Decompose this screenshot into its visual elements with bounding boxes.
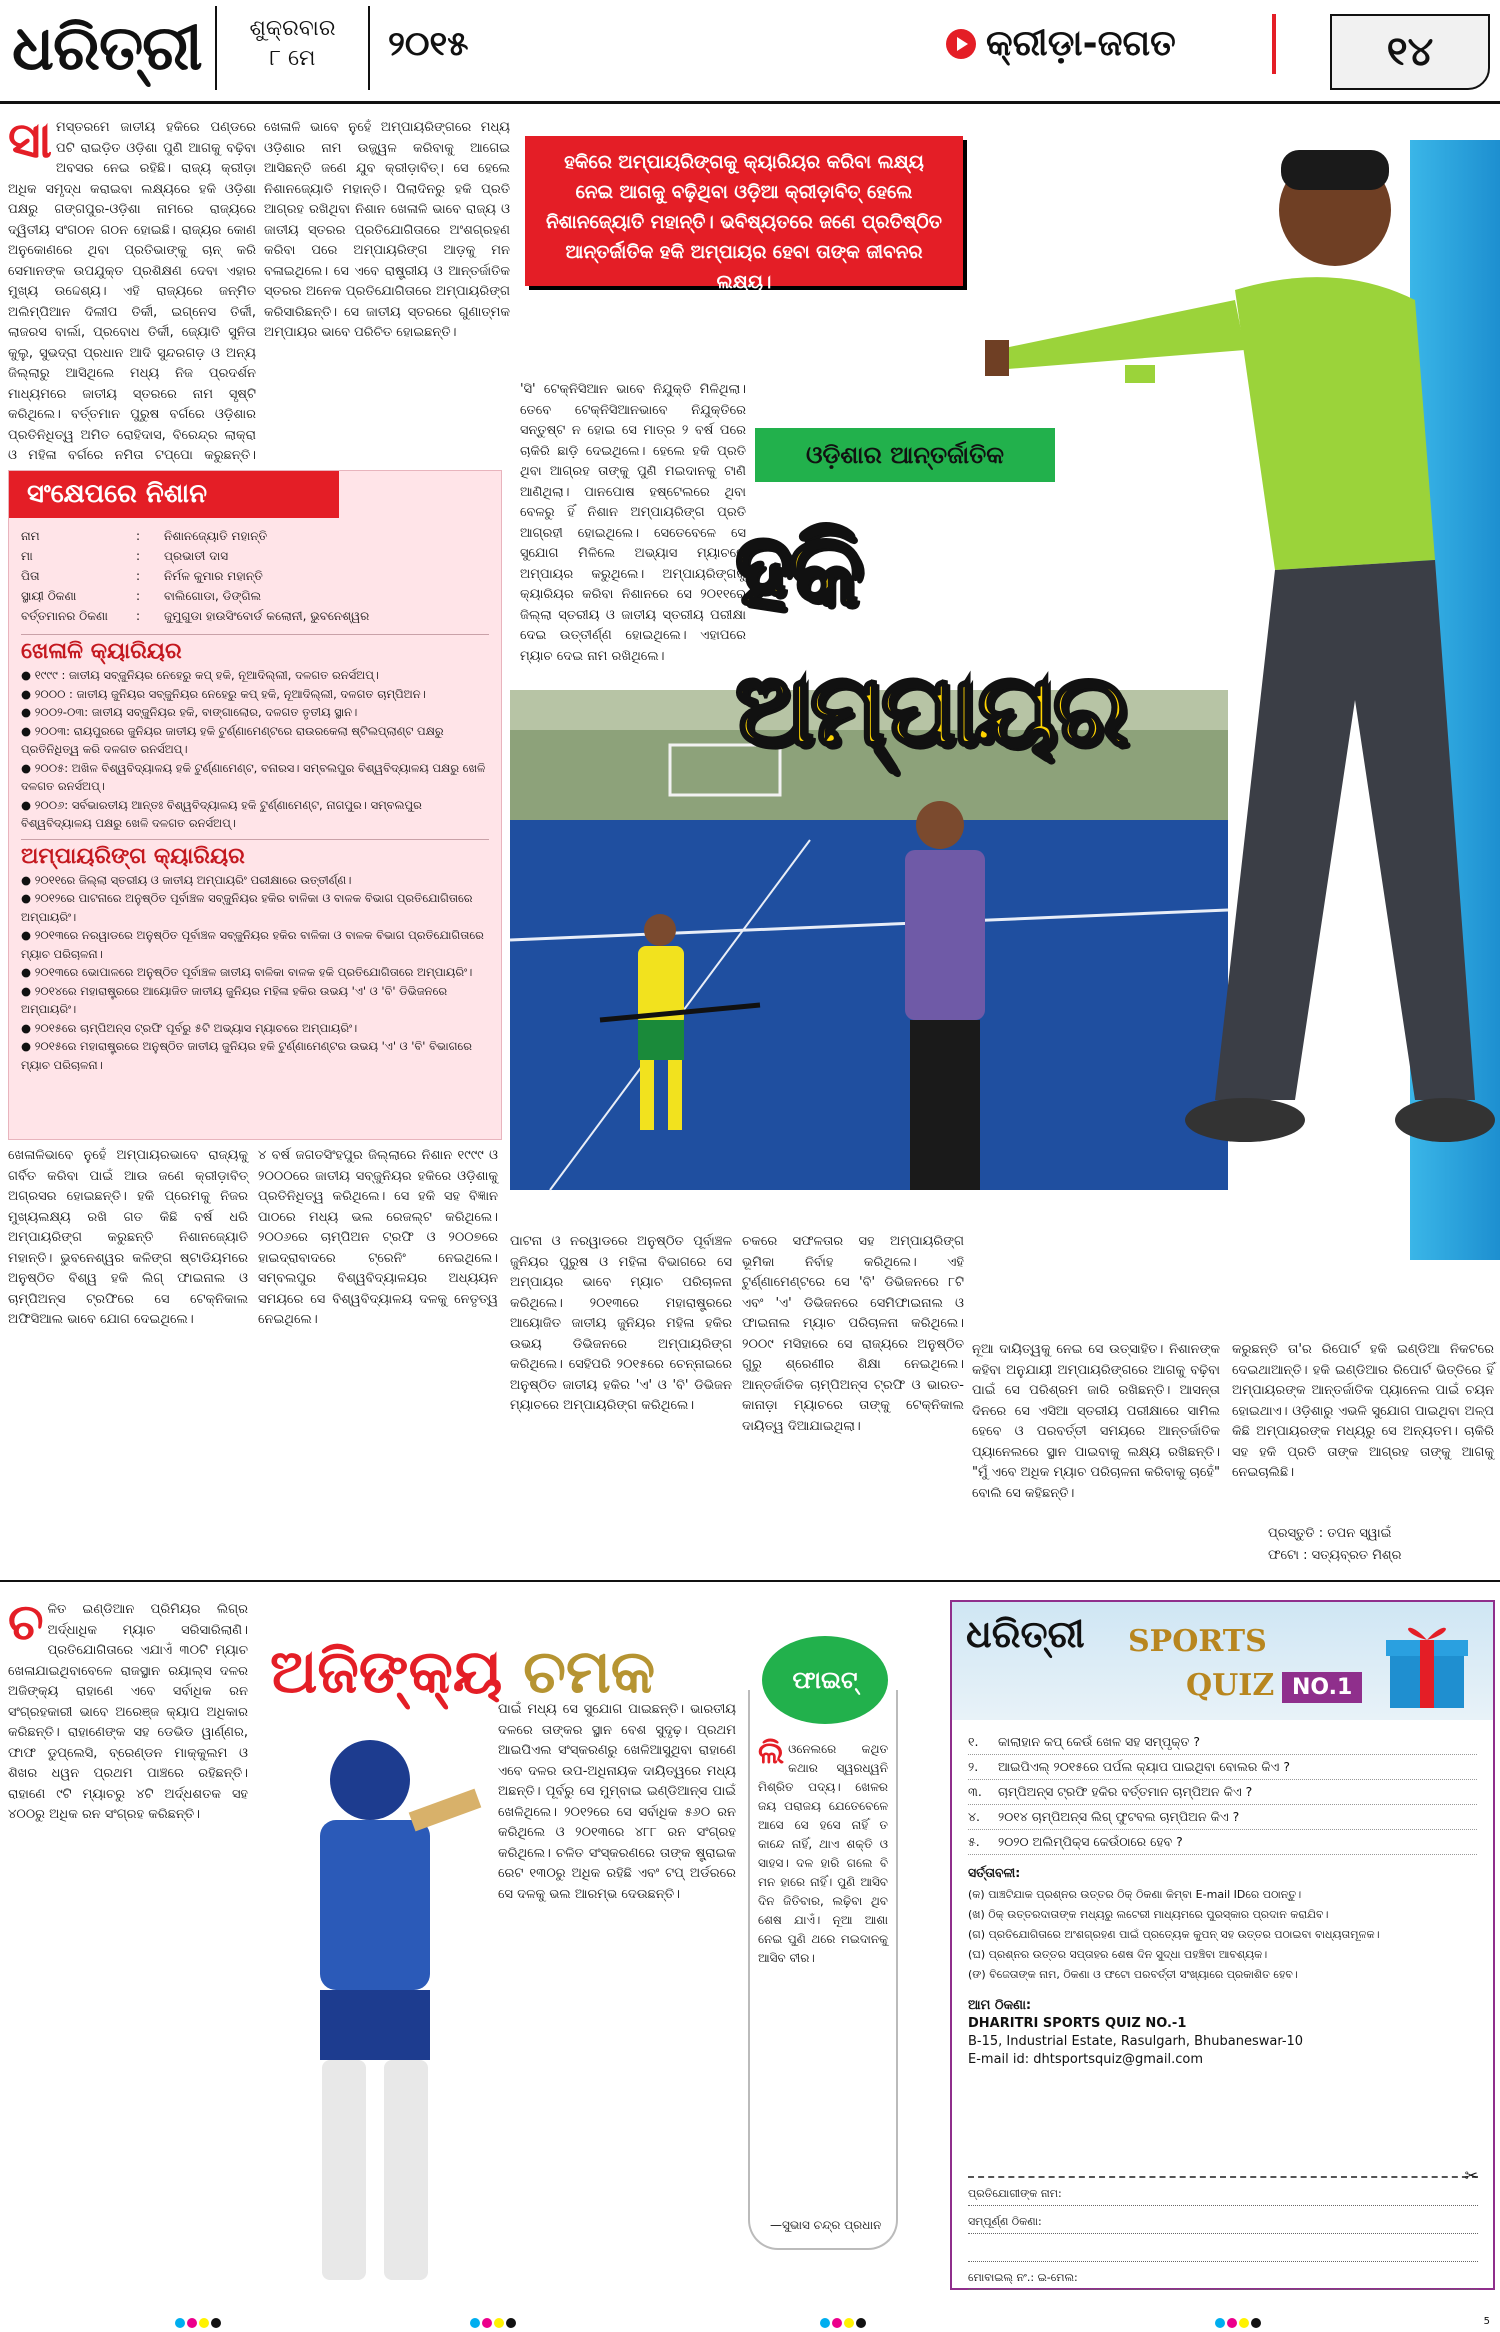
- coupon-name-field[interactable]: ପ୍ରତିଯୋଗୀଙ୍କ ନାମ:: [968, 2182, 1478, 2206]
- article-column-3: [520, 380, 746, 680]
- profile-row: ସ୍ଥାୟୀ ଠିକଣା : ବାଲିଗୋଡା, ଡିଙ୍ଗିଲ: [21, 586, 489, 606]
- quiz-question: [968, 1730, 1477, 1755]
- article-text: କରୁଛନ୍ତି ତା'ର ରିପୋର୍ଟ ହକି ଇଣ୍ଡିଆ ନିକଟରେ ଦେଇଥାଆନ୍ତି। ହକି ଇଣ୍ଡିଆର ରିପୋର୍ଟ ଭିତ୍ତିରେ ହିଁ ଅମ୍ପାୟରଙ୍କ ଆନ୍ତର୍ଜାତିକ ପ୍ୟାନେଲ ପାଇଁ ଚୟନ ହୋଇଥାଏ। ଓଡ଼ିଶାରୁ ଏଭଳି ସୁଯୋଗ ପାଇଥିବା ଅଳ୍ପ କିଛି ଅମ୍ପାୟରଙ୍କ ମଧ୍ୟରୁ ସେ ଅନ୍ୟତମ। ଚାକିରି ସହ ହକି ପ୍ରତି ତାଙ୍କ ଆଗ୍ରହ ତାଙ୍କୁ ଆଗକୁ ନେଇଚାଲିଛି।: [1232, 1342, 1494, 1480]
- drop-cap: ଲି: [758, 1736, 785, 1771]
- profile-key: ପିତା: [21, 569, 40, 583]
- quiz-question: [968, 1780, 1477, 1805]
- list-item: ● ୨୦୧୩ରେ ନରୱାଡରେ ଅନୁଷ୍ଠିତ ପୂର୍ବାଞ୍ଚଳ ସବ୍ଜୁନିୟର ହକିର ବାଳିକା ଓ ବାଳକ ବିଭାଗ ପ୍ରତିଯୋଗିତାରେ ମ୍ୟାଚ ପରିଚାଳନା।: [21, 928, 484, 961]
- date-block: [215, 6, 370, 90]
- profile-value: ବାଲିଗୋଡା, ଡିଙ୍ଗିଲ: [164, 589, 262, 603]
- profile-table: [21, 526, 489, 626]
- rule-item: (ଘ) ପ୍ରଶ୍ନର ଉତ୍ତର ସପ୍ତାହର ଶେଷ ଦିନ ସୁଦ୍ଧା ପହଞ୍ଚିବା ଆବଶ୍ୟକ।: [968, 1948, 1268, 1961]
- profile-key: ନାମ: [21, 529, 40, 543]
- question-number: ୫.: [968, 1834, 980, 1849]
- address-line: B-15, Industrial Estate, Rasulgarh, Bhubaneswar-10: [968, 2034, 1304, 2049]
- weekday: ଶୁକ୍ରବାର: [249, 16, 336, 41]
- photo-credit: ଫଟୋ : ସତ୍ୟବ୍ରତ ମିଶ୍ର: [1268, 1548, 1402, 1563]
- list-item: ● ୨୦୦୨-୦୩: ଜାତୀୟ ସବ୍ଜୁନିୟର ହକି, ବାଙ୍ଗାଲୋର, ଦଳଗତ ତୃତୀୟ ସ୍ଥାନ।: [21, 705, 358, 719]
- fight-badge: ଫାଇଟ୍: [762, 1636, 888, 1724]
- drop-cap: ସା: [8, 111, 52, 169]
- quiz-question: [968, 1755, 1477, 1780]
- color-register-mark: [1215, 2318, 1261, 2330]
- article-column-2: [264, 118, 510, 458]
- address-email[interactable]: E-mail id: dhtsportsquiz@gmail.com: [968, 2052, 1203, 2067]
- drop-cap: ଚ: [8, 1593, 44, 1651]
- address-name: DHARITRI SPORTS QUIZ NO.-1: [968, 2016, 1187, 2031]
- profile-value: ନିଶାନଜ୍ୟୋତି ମହାନ୍ତି: [164, 529, 268, 543]
- article-text: ଓନେଲରେ କଥିତ କଥାର ସ୍ୱରଧ୍ୱନି ମିଶ୍ରିତ ପଦ୍ୟ। ଖେଳର ଜୟ ପରାଜୟ ଯେତେବେଳେ ଆସେ ସେ ହସେ ନାହିଁ ତ କାନ୍ଦେ ନାହିଁ, ଥାଏ ଶକ୍ତି ଓ ସାହସ। ଦଳ ହାରି ଗଲେ ବି ମନ ହାରେ ନାହିଁ। ପୁଣି ଆସିବ ଦିନ ଜିତିବାର, ଲଢ଼ିବା ଥିବ ଶେଷ ଯାଏଁ। ନୂଆ ଆଶା ନେଇ ପୁଣି ଥରେ ମଇଦାନକୁ ଆସିବ ବୀର।: [758, 1742, 888, 1965]
- list-item: ● ୨୦୧୪ରେ ମହାରାଷ୍ଟ୍ରରେ ଆୟୋଜିତ ଜାତୀୟ ଜୁନିୟର ମହିଳା ହକିର ଉଭୟ 'ଏ' ଓ 'ବି' ଡିଭିଜନରେ ଅମ୍ପାୟରିଂ।: [21, 983, 448, 1016]
- question-number: ୧.: [968, 1734, 979, 1749]
- quiz-header: [952, 1602, 1493, 1720]
- year: ୨୦୧୫: [388, 24, 469, 64]
- question-number: ୩.: [968, 1784, 982, 1799]
- list-item: ● ୨୦୧୫ରେ ମହାରାଷ୍ଟ୍ରରେ ଅନୁଷ୍ଠିତ ଜାତୀୟ ଜୁନିୟର ହକି ଟୁର୍ଣ୍ଣାମେଣ୍ଟର ଉଭୟ 'ଏ' ଓ 'ବି' ବିଭାଗରେ ମ୍ୟାଚ ପରିଚାଳନା।: [21, 1039, 472, 1072]
- quiz-logo: ଧରିତ୍ରୀ: [966, 1612, 1085, 1656]
- player-career-heading: ଖେଳାଳି କ୍ୟାରିୟର: [21, 634, 489, 664]
- cricketer-photo[interactable]: [260, 1720, 490, 2295]
- quiz-question: [968, 1805, 1477, 1830]
- list-item: ● ୨୦୧୩ରେ ଭୋପାଳରେ ଅନୁଷ୍ଠିତ ପୂର୍ବାଞ୍ଚଳ ଜାତୀୟ ବାଳିକା ବାଳକ ହକି ପ୍ରତିଯୋଗିତାରେ ଅମ୍ପାୟରିଂ।: [21, 965, 473, 979]
- infobox-heading: ସଂକ୍ଷେପରେ ନିଶାନ: [9, 471, 339, 518]
- article-column-6: [510, 1232, 732, 1562]
- rules-heading: ସର୍ତ୍ତାବଳୀ:: [968, 1865, 1021, 1880]
- umpire-career-heading: ଅମ୍ପାୟରିଙ୍ଗ କ୍ୟାରିୟର: [21, 839, 489, 869]
- masthead: [0, 0, 1500, 104]
- ajinkya-column-2: [498, 1700, 736, 2300]
- quiz-question: [968, 1830, 1477, 1855]
- profile-value: ପ୍ରଭାତୀ ଦାସ: [164, 549, 229, 563]
- scissors-icon: ✂: [1464, 2166, 1478, 2185]
- list-item: ● ୨୦୦୩: ରାୟପୁରରେ ଜୁନିୟର ଜାତୀୟ ହକି ଟୁର୍ଣ୍ଣାମେଣ୍ଟରେ ରାଉରକେଲା ଷ୍ଟିଲପ୍ଲାଣ୍ଟ ପକ୍ଷରୁ ପ୍ରତିନିଧିତ୍ୱ କରି ଦଳଗତ ରନର୍ସଅପ୍।: [21, 723, 444, 756]
- rule-item: (ଗ) ପ୍ରତିଯୋଗିତାରେ ଅଂଶଗ୍ରହଣ ପାଇଁ ପ୍ରତ୍ୟେକ କୁପନ୍ ସହ ଉତ୍ତର ପଠାଇବା ବାଧ୍ୟତାମୂଳକ।: [968, 1928, 1380, 1941]
- coupon-contact-field[interactable]: ମୋବାଇଲ୍ ନଂ.: ଇ-ମେଲ:: [968, 2266, 1478, 2290]
- profile-key: ବର୍ତ୍ତମାନର ଠିକଣା: [21, 609, 108, 623]
- rule-item: (ଙ) ବିଜେତାଙ୍କ ନାମ, ଠିକଣା ଓ ଫଟୋ ପରବର୍ତ୍ତୀ ସଂଖ୍ୟାରେ ପ୍ରକାଶିତ ହେବ।: [968, 1968, 1298, 1981]
- cricketer-illustration: [260, 1720, 490, 2295]
- list-item: ● ୧୯୯୯ : ଜାତୀୟ ସବ୍ଜୁନିୟର ନେହେରୁ କପ୍ ହକି, ନୂଆଦିଲ୍ଲୀ, ଦଳଗତ ରନର୍ସଅପ୍।: [21, 668, 379, 682]
- article-column-1: [8, 111, 256, 463]
- article-text: ଚକରେ ସଫଳତାର ସହ ଅମ୍ପାୟରିଙ୍ଗ ଭୂମିକା ନିର୍ବାହ କରିଥିଲେ। ଏହି ଟୁର୍ଣ୍ଣାମେଣ୍ଟରେ ସେ 'ବି' ଡିଭିଜନରେ ୮ଟି ଏବଂ 'ଏ' ଡିଭିଜନରେ ସେମିଫାଇନାଲ ଓ ଫାଇନାଲ ମ୍ୟାଚ ପରିଚାଳନା କରିଥିଲେ। ୨୦୦୯ ମସିହାରେ ସେ ରାଜ୍ୟରେ ଅନୁଷ୍ଠିତ ଗୁରୁ ଶ୍ରେଣୀର ଶିକ୍ଷା ନେଇଥିଲେ। ଆନ୍ତର୍ଜାତିକ ଚାମ୍ପିଅନ୍ସ ଟ୍ରଫି ଓ ଭାରତ-କାନାଡ଼ା ମ୍ୟାଚରେ ତାଙ୍କୁ ଟେକ୍ନିକାଲ ଦାୟିତ୍ୱ ଦିଆଯାଇଥିଲା।: [742, 1234, 964, 1434]
- profile-key: ସ୍ଥାୟୀ ଠିକଣା: [21, 589, 77, 603]
- quiz-body: [952, 1720, 1493, 2079]
- rule-item: (କ) ପାଞ୍ଚଟିଯାକ ପ୍ରଶ୍ନର ଉତ୍ତର ଠିକ୍ ଠିକଣା କିମ୍ବା E-mail IDରେ ପଠାନ୍ତୁ।: [968, 1888, 1302, 1901]
- profile-key: ମା: [21, 549, 33, 563]
- list-item: ● ୨୦୧୧ରେ ଜିଲ୍ଲା ସ୍ତରୀୟ ଓ ଜାତୀୟ ଅମ୍ପାୟରିଂ ପରୀକ୍ଷାରେ ଉତ୍ତୀର୍ଣ୍ଣ।: [21, 872, 352, 887]
- rules-list: [968, 1885, 1477, 1985]
- color-register-mark: [470, 2318, 516, 2330]
- profile-row: ନାମ : ନିଶାନଜ୍ୟୋତି ମହାନ୍ତି: [21, 526, 489, 546]
- date: ୮ ମେ: [269, 46, 316, 71]
- poem-text: [758, 1736, 888, 2210]
- quiz-title-quiz: QUIZ: [1186, 1668, 1275, 1703]
- list-item: ● ୨୦୦୦ : ଜାତୀୟ ଜୁନିୟର ସବ୍ଜୁନିୟର ନେହେରୁ କପ୍ ହକି, ନୂଆଦିଲ୍ଲୀ, ଦଳଗତ ଚାମ୍ପିଅନ।: [21, 686, 426, 701]
- article-column-7: [742, 1232, 964, 1562]
- poem-author: —ସୁଭାସ ଚନ୍ଦ୍ର ପ୍ରଧାନ: [770, 2218, 882, 2232]
- question-text: ଆଇପିଏଲ୍ ୨୦୧୫ରେ ପର୍ପଲ କ୍ୟାପ ପାଇଥିବା ବୋଲର କିଏ ?: [998, 1759, 1290, 1774]
- coupon-address-field[interactable]: ସମ୍ପୂର୍ଣ୍ଣ ଠିକଣା:: [968, 2210, 1478, 2234]
- newspaper-logo[interactable]: ଧରିତ୍ରୀ: [12, 11, 202, 84]
- headline-title: ହକି ଅମ୍ପାୟର: [735, 511, 1125, 768]
- section-title: [946, 14, 1276, 74]
- article-column-4: [8, 1146, 248, 1554]
- play-icon: [946, 29, 976, 59]
- profile-row: ପିତା : ନିର୍ମଳ କୁମାର ମହାନ୍ତି: [21, 566, 489, 586]
- profile-row: ବର୍ତ୍ତମାନର ଠିକଣା : ଜୁମୁଗୁଡା ହାଉସିଂବୋର୍ଡ କଲୋନୀ, ଭୁବନେଶ୍ୱର: [21, 606, 489, 626]
- color-register-mark: [175, 2318, 221, 2330]
- color-register-mark: [820, 2318, 866, 2330]
- umpire-career-list: [21, 871, 489, 1075]
- headline-summary-box: ହକିରେ ଅମ୍ପାୟରିଙ୍ଗକୁ କ୍ୟାରିୟର କରିବା ଲକ୍ଷ୍ୟ ନେଇ ଆଗକୁ ବଢ଼ିଥିବା ଓଡ଼ିଆ କ୍ରୀଡ଼ାବିତ୍ ହେଲେ ନିଶାନଜ୍ୟୋତି ମହାନ୍ତି। ଭବିଷ୍ୟତରେ ଜଣେ ପ୍ରତିଷ୍ଠିତ ଆନ୍ତର୍ଜାତିକ ହକି ଅମ୍ପାୟର ହେବା ତାଙ୍କ ଜୀବନର ଲକ୍ଷ୍ୟ।: [525, 136, 963, 286]
- quiz-address: [968, 1997, 1477, 2069]
- quiz-coupon: [968, 2166, 1478, 2284]
- question-text: ୨୦୧୪ ଚାମ୍ପିଅନ୍ସ ଲିଗ୍ ଫୁଟବଲ ଚାମ୍ପିଅନ କିଏ ?: [998, 1809, 1240, 1824]
- profile-value: ନିର୍ମଳ କୁମାର ମହାନ୍ତି: [164, 569, 263, 583]
- writer-credit: ପ୍ରସ୍ତୁତି : ତପନ ସ୍ୱାଇଁ: [1268, 1526, 1392, 1541]
- list-item: ● ୨୦୧୨ରେ ପାଟନାରେ ଅନୁଷ୍ଠିତ ପୂର୍ବାଞ୍ଚଳ ସବ୍ଜୁନିୟର ହକିର ବାଳିକା ଓ ବାଳକ ବିଭାଗ ପ୍ରତିଯୋଗିତାରେ ଅମ୍ପାୟରିଂ।: [21, 891, 473, 924]
- quiz-number-badge: NO.1: [1282, 1672, 1362, 1703]
- question-number: ୨.: [968, 1759, 979, 1774]
- article-column-9: [1232, 1340, 1494, 1516]
- ajinkya-column-1: [8, 1593, 248, 2300]
- profile-infobox: [8, 470, 502, 1140]
- headline-part-1: ଅଜିଙ୍କ୍ୟ: [270, 1637, 503, 1707]
- section-label: କ୍ରୀଡ଼ା-ଜଗତ: [986, 23, 1176, 64]
- section-divider: [0, 1580, 1500, 1582]
- question-number: ୪.: [968, 1809, 980, 1824]
- article-text: ପାଟନା ଓ ନରୱାଡରେ ଅନୁଷ୍ଠିତ ପୂର୍ବାଞ୍ଚଳ ଜୁନିୟର ପୁରୁଷ ଓ ମହିଳା ବିଭାଗରେ ସେ ଅମ୍ପାୟର ଭାବେ ମ୍ୟାଚ ପରିଚାଳନା କରିଥିଲେ। ୨୦୧୩ରେ ମହାରାଷ୍ଟ୍ରରେ ଆୟୋଜିତ ଜାତୀୟ ଜୁନିୟର ମହିଳା ହକିର ଉଭୟ ଡିଭିଜନରେ ଅମ୍ପାୟରିଙ୍ଗ କରିଥିଲେ। ସେହିପରି ୨୦୧୫ରେ ଚେନ୍ନାଇରେ ଅନୁଷ୍ଠିତ ଜାତୀୟ ହକିର 'ଏ' ଓ 'ବି' ଡିଭିଜନ ମ୍ୟାଚରେ ଅମ୍ପାୟରିଙ୍ଗ କରିଥିଲେ।: [510, 1234, 732, 1413]
- gift-icon: [1382, 1612, 1472, 1712]
- list-item: ● ୨୦୦୬: ସର୍ବଭାରତୀୟ ଆନ୍ତଃ ବିଶ୍ୱବିଦ୍ୟାଳୟ ହକି ଟୁର୍ଣ୍ଣାମେଣ୍ଟ, ନାଗପୁର। ସମ୍ବଲପୁର ବିଶ୍ୱବିଦ୍ୟାଳୟ ପକ୍ଷରୁ ଖେଳି ଦଳଗତ ରନର୍ସଅପ୍।: [21, 797, 422, 830]
- article-text: ମସ୍ତରମେ ଜାତୀୟ ହକିରେ ପଣ୍ଡରେ ପଟି ରାଇଡ଼ିତ ଓଡ଼ିଶା ପୁଣି ଆଗକୁ ବଢ଼ିବା ଅବସର ନେଇ ରହିଛି। ରାଜ୍ୟ କ୍ରୀଡ଼ା ଅଧିକ ସମୃଦ୍ଧ କରାଇବା ଲକ୍ଷ୍ୟରେ ହକି ଓଡ଼ିଶା ପକ୍ଷରୁ ଗଙ୍ଗପୁର-ଓଡ଼ିଶା ନାମରେ ରାଜ୍ୟରେ ଦ୍ୱିତୀୟ ସଂଗଠନ ଗଠନ ହୋଇଛି। ରାଜ୍ୟର କୋଣ ଅନୁକୋଣରେ ଥିବା ପ୍ରତିଭାଙ୍କୁ ଚାନ୍ କରି ସେମାନଙ୍କ ଉପଯୁକ୍ତ ପ୍ରଶିକ୍ଷଣ ଦେବା ଏହାର ମୁଖ୍ୟ ଉଦ୍ଦେଶ୍ୟ। ଏହି ରାଜ୍ୟରେ ଜନ୍ମିତ ଅଲିମ୍ପିଆନ ଦିଲୀପ ତିର୍କୀ, ଇଗ୍ନେସ ତିର୍କୀ, ଲାଜରସ ବାର୍ଲା, ପ୍ରବୋଧ ତିର୍କୀ, ଜ୍ୟୋତି ସୁନିତା କୁଲୁ, ସୁଭଦ୍ରା ପ୍ରଧାନ ଆଦି ସୁନ୍ଦରଗଡ଼ ଓ ଅନ୍ୟ ଜିଲ୍ଲାରୁ ଆସିଥିଲେ ମଧ୍ୟ ନିଜ ପ୍ରଦର୍ଶନ ମାଧ୍ୟମରେ ଜାତୀୟ ସ୍ତରରେ ନାମ ସୃଷ୍ଟି କରିଥିଲେ। ବର୍ତ୍ତମାନ ପୁରୁଷ ବର୍ଗରେ ଓଡ଼ିଶାର ପ୍ରତିନିଧିତ୍ୱ ଅମିତ ରୋହିଦାସ, ବିରେନ୍ଦ୍ର ଲାକ୍ରା ଓ ମହିଳା ବର୍ଗରେ ନମିତା ଟପ୍ପୋ କରୁଛନ୍ତି।: [8, 120, 256, 463]
- headline-part-2: ଚମକ: [523, 1637, 656, 1707]
- article-column-8: [972, 1340, 1220, 1550]
- article-text: ୪ ବର୍ଷ ଜଗତସିଂହପୁର ଜିଲ୍ଲାରେ ନିଶାନ ୧୯୯୯ ଓ ୨୦୦୦ରେ ଜାତୀୟ ସବ୍ଜୁନିୟର ହକିରେ ଓଡ଼ିଶାକୁ ପ୍ରତିନିଧିତ୍ୱ କରିଥିଲେ। ସେ ହକି ସହ ବିଜ୍ଞାନ ପାଠରେ ମଧ୍ୟ ଭଲ ରେଜଲ୍ଟ କରିଥିଲେ। ୨୦୦୬ରେ ଚାମ୍ପିଅନ ଟ୍ରଫି ଓ ୨୦୦୭ରେ ହାଇଦ୍ରାବାଦରେ ଟ୍ରେନିଂ ନେଇଥିଲେ। ସମ୍ବଲପୁର ବିଶ୍ୱବିଦ୍ୟାଳୟର ଅଧ୍ୟୟନ ସମୟରେ ସେ ବିଶ୍ୱବିଦ୍ୟାଳୟ ଦଳକୁ ନେତୃତ୍ୱ ନେଇଥିଲେ।: [258, 1148, 498, 1327]
- list-item: ● ୨୦୧୫ରେ ଚାମ୍ପିଅନ୍ସ ଟ୍ରଫି ପୂର୍ବରୁ ୫ଟି ଅଭ୍ୟାସ ମ୍ୟାଚରେ ଅମ୍ପାୟରିଂ।: [21, 1020, 358, 1035]
- article-text: ଖେଳାଳିଭାବେ ନୁହେଁ ଅମ୍ପାୟରଭାବେ ରାଜ୍ୟକୁ ଗର୍ବିତ କରିବା ପାଇଁ ଆଉ ଜଣେ କ୍ରୀଡ଼ାବିତ୍ ଅଗ୍ରସର ହୋଇଛନ୍ତି। ହକି ପ୍ରେମକୁ ନିଜର ମୁଖ୍ୟଲକ୍ଷ୍ୟ ରଖି ଗତ କିଛି ବର୍ଷ ଧରି ଅମ୍ପାୟରିଙ୍ଗ କରୁଛନ୍ତି ନିଶାନଜ୍ୟୋତି ମହାନ୍ତି। ଭୁବନେଶ୍ୱର କଳିଙ୍ଗ ଷ୍ଟାଡିୟମରେ ଅନୁଷ୍ଠିତ ବିଶ୍ୱ ହକି ଲିଗ୍ ଫାଇନାଲ ଓ ଚାମ୍ପିଅନ୍ସ ଟ୍ରଫିରେ ସେ ଟେକ୍ନିକାଲ ଅଫିସିଆଲ ଭାବେ ଯୋଗ ଦେଇଥିଲେ।: [8, 1148, 248, 1327]
- article-text: ଳିତ ଇଣ୍ଡିଆନ ପ୍ରିମିୟର ଲିଗ୍ର ଅର୍ଦ୍ଧାଧିକ ମ୍ୟାଚ ସରିସାରିଲାଣି। ପ୍ରତିଯୋଗିତାରେ ଏଯାଏଁ ୩୦ଟି ମ୍ୟାଚ ଖେଳାଯାଇଥିବାବେଳେ ରାଜସ୍ଥାନ ରୟାଲ୍ସ ଦଳର ଅଜିଙ୍କ୍ୟ ରାହାଣେ ଏବେ ସର୍ବାଧିକ ରନ ସଂଗ୍ରହକାରୀ ଭାବେ ଅରେଞ୍ଜ କ୍ୟାପ ଅଧିକାର କରିଛନ୍ତି। ରାହାଣେଙ୍କ ସହ ଡେଭିଡ ୱାର୍ଣ୍ଣର, ଫାଫ ଡୁପ୍ଲେସି, ବ୍ରେଣ୍ଡନ ମାକ୍କୁଲମ ଓ ଶିଖର ଧୱନ ପ୍ରଥମ ପାଞ୍ଚରେ ରହିଛନ୍ତି। ରାହାଣେ ୯ଟି ମ୍ୟାଚରୁ ୪ଟି ଅର୍ଦ୍ଧଶତକ ସହ ୪୦୦ରୁ ଅଧିକ ରନ ସଂଗ୍ରହ କରିଛନ୍ତି।: [8, 1602, 248, 1822]
- article-column-5: [258, 1146, 498, 1554]
- article-text: ଖେଳାଳି ଭାବେ ନୁହେଁ ଅମ୍ପାୟରିଙ୍ଗରେ ମଧ୍ୟ ଓଡ଼ିଶାର ନାମ ଉଜ୍ଜ୍ୱଳ କରିବାକୁ ଆଗେଇ ଆସିଛନ୍ତି ଜଣେ ଯୁବ କ୍ରୀଡ଼ାବିତ୍। ସେ ହେଲେ ନିଶାନଜ୍ୟୋତି ମହାନ୍ତି। ପିଲାଦିନରୁ ହକି ପ୍ରତି ଆଗ୍ରହ ରଖିଥିବା ନିଶାନ ଖେଳାଳି ଭାବେ ରାଜ୍ୟ ଓ ଜାତୀୟ ସ୍ତରର ପ୍ରତିଯୋଗିତାରେ ଅଂଶଗ୍ରହଣ କରିବା ପରେ ଅମ୍ପାୟରିଙ୍ଗ ଆଡ଼କୁ ମନ ବଳାଇଥିଲେ। ସେ ଏବେ ରାଷ୍ଟ୍ରୀୟ ଓ ଆନ୍ତର୍ଜାତିକ ସ୍ତରର ଅନେକ ପ୍ରତିଯୋଗିତାରେ ଅମ୍ପାୟରିଙ୍ଗ କରିସାରିଛନ୍ତି। ସେ ଜାତୀୟ ସ୍ତରରେ ଗୁଣାତ୍ମକ ଅମ୍ପାୟର ଭାବେ ପରିଚିତ ହୋଇଛନ୍ତି।: [264, 120, 510, 340]
- question-text: ଚାମ୍ପିଅନ୍ସ ଟ୍ରଫି ହକିର ବର୍ତ୍ତମାନ ଚାମ୍ପିଅନ କିଏ ?: [998, 1784, 1253, 1799]
- quiz-title-sports: SPORTS: [1128, 1624, 1267, 1659]
- page-number: ୧୪: [1330, 14, 1490, 90]
- article-text: ନୂଆ ଦାୟିତ୍ୱକୁ ନେଇ ସେ ଉତ୍ସାହିତ। ନିଶାନଙ୍କ କହିବା ଅନୁଯାୟୀ ଅମ୍ପାୟରିଙ୍ଗରେ ଆଗକୁ ବଢ଼ିବା ପାଇଁ ସେ ପରିଶ୍ରମ ଜାରି ରଖିଛନ୍ତି। ଆସନ୍ତା ଦିନରେ ସେ ଏସିଆ ସ୍ତରୀୟ ପରୀକ୍ଷାରେ ସାମିଲ ହେବେ ଓ ପରବର୍ତ୍ତୀ ସମୟରେ ଆନ୍ତର୍ଜାତିକ ପ୍ୟାନେଲରେ ସ୍ଥାନ ପାଇବାକୁ ଲକ୍ଷ୍ୟ ରଖିଛନ୍ତି। "ମୁଁ ଏବେ ଅଧିକ ମ୍ୟାଚ ପରିଚାଳନା କରିବାକୁ ଚାହେଁ" ବୋଲି ସେ କହିଛନ୍ତି।: [972, 1342, 1220, 1501]
- article-text: ପାଇଁ ମଧ୍ୟ ସେ ସୁଯୋଗ ପାଇଛନ୍ତି। ଭାରତୀୟ ଦଳରେ ତାଙ୍କର ସ୍ଥାନ ବେଶ ସୁଦୃଢ଼। ପ୍ରଥମ ଆଇପିଏଲ ସଂସ୍କରଣରୁ ଖେଳିଆସୁଥିବା ରାହାଣେ ଏବେ ଦଳର ଉପ-ଅଧିନାୟକ ଦାୟିତ୍ୱରେ ମଧ୍ୟ ଅଛନ୍ତି। ପୂର୍ବରୁ ସେ ମୁମ୍ବାଇ ଇଣ୍ଡିଆନ୍ସ ପାଇଁ ଖେଳିଥିଲେ। ୨୦୧୨ରେ ସେ ସର୍ବାଧିକ ୫୬୦ ରନ କରିଥିଲେ ଓ ୨୦୧୩ରେ ୪୮୮ ରନ ସଂଗ୍ରହ କରିଥିଲେ। ଚଳିତ ସଂସ୍କରଣରେ ତାଙ୍କ ଷ୍ଟ୍ରାଇକ ରେଟ ୧୩୦ରୁ ଅଧିକ ରହିଛି ଏବଂ ଟପ୍ ଅର୍ଡରରେ ସେ ଦଳକୁ ଭଲ ଆରମ୍ଭ ଦେଉଛନ୍ତି।: [498, 1702, 736, 1902]
- profile-value: ଜୁମୁଗୁଡା ହାଉସିଂବୋର୍ଡ କଲୋନୀ, ଭୁବନେଶ୍ୱର: [164, 609, 370, 623]
- list-item: ● ୨୦୦୫: ଅଖିଳ ବିଶ୍ୱବିଦ୍ୟାଳୟ ହକି ଟୁର୍ଣ୍ଣାମେଣ୍ଟ, ବନାରସ। ସମ୍ବଲପୁର ବିଶ୍ୱବିଦ୍ୟାଳୟ ପକ୍ଷରୁ ଖେଳି ଦଳଗତ ରନର୍ସଅପ୍।: [21, 760, 486, 793]
- rule-item: (ଖ) ଠିକ୍ ଉତ୍ତରଦାତାଙ୍କ ମଧ୍ୟରୁ ଲଟେରୀ ମାଧ୍ୟମରେ ପୁରସ୍କାର ପ୍ରଦାନ କରାଯିବ।: [968, 1908, 1329, 1921]
- question-text: ୨୦୨୦ ଅଲିମ୍ପିକ୍ସ କେଉଁଠାରେ ହେବ ?: [998, 1834, 1183, 1849]
- article-text: 'ସି' ଟେକ୍ନିସିଆନ ଭାବେ ନିଯୁକ୍ତି ମିଳିଥିଲା। ତେବେ ଟେକ୍ନିସିଆନଭାବେ ନିଯୁକ୍ତିରେ ସନ୍ତୁଷ୍ଟ ନ ହୋଇ ସେ ମାତ୍ର ୨ ବର୍ଷ ପରେ ଚାକିରି ଛାଡ଼ି ଦେଇଥିଲେ। ହେଲେ ହକି ପ୍ରତି ଥିବା ଆଗ୍ରହ ତାଙ୍କୁ ପୁଣି ମଇଦାନକୁ ଟାଣି ଆଣିଥିଲା। ପାନପୋଷ ହଷ୍ଟେଲରେ ଥିବା ବେଳରୁ ହିଁ ନିଶାନ ଅମ୍ପାୟରିଙ୍ଗ ପ୍ରତି ଆଗ୍ରହୀ ହୋଇଥିଲେ। ସେତେବେଳେ ସେ ସୁଯୋଗ ମିଳିଲେ ଅଭ୍ୟାସ ମ୍ୟାଚରେ ଅମ୍ପାୟର କରୁଥିଲେ। ଅମ୍ପାୟରିଙ୍ଗକୁ କ୍ୟାରିୟର କରିବା ନିଶାନରେ ସେ ୨୦୧୧ରେ ଜିଲ୍ଲା ସ୍ତରୀୟ ଓ ଜାତୀୟ ସ୍ତରୀୟ ପରୀକ୍ଷା ଦେଇ ଉତ୍ତୀର୍ଣ୍ଣ ହୋଇଥିଲେ। ଏହାପରେ ମ୍ୟାଚ ଦେଇ ନାମ ରଖିଥିଲେ।: [520, 382, 746, 664]
- sports-quiz-box: [950, 1600, 1495, 2290]
- profile-row: ମା : ପ୍ରଭାତୀ ଦାସ: [21, 546, 489, 566]
- footer-page-number: 5: [1483, 2316, 1490, 2327]
- coupon-address-line-2[interactable]: [968, 2238, 1478, 2262]
- player-career-list: [21, 666, 489, 833]
- headline-kicker: ଓଡ଼ିଶାର ଆନ୍ତର୍ଜାତିକ: [755, 428, 1055, 482]
- address-heading: ଆମ ଠିକଣା:: [968, 1998, 1032, 2013]
- question-text: କାଲାହାନ କପ୍ କେଉଁ ଖେଳ ସହ ସମ୍ପୃକ୍ତ ?: [998, 1734, 1200, 1749]
